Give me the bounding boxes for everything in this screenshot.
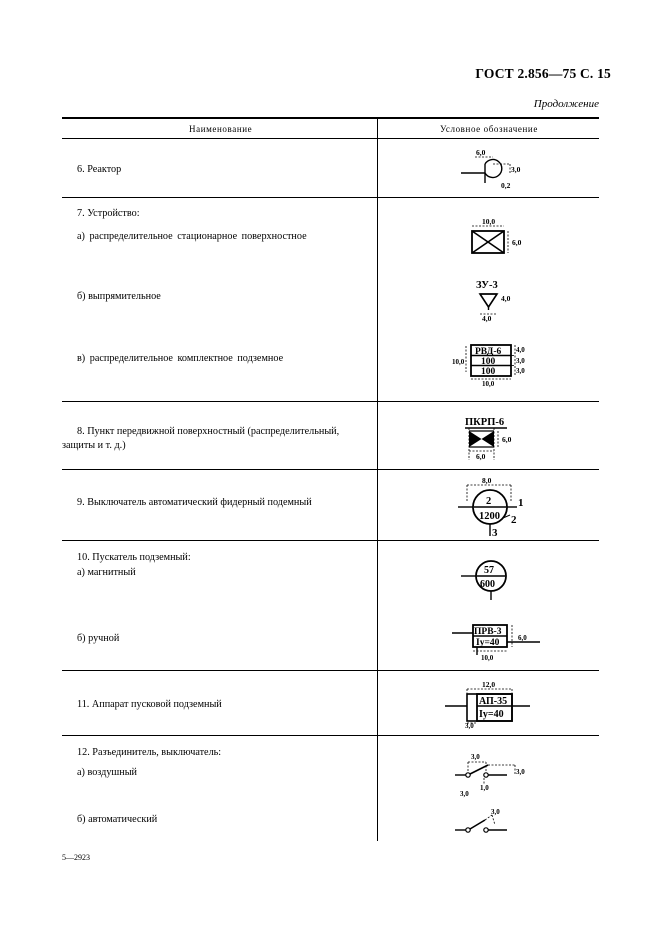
dist-stationary-dim-2: 6,0: [512, 238, 522, 247]
dist-complete-dim-r1: 4,0: [516, 346, 525, 354]
magnetic-starter-top: 57: [484, 565, 494, 576]
item-device: 7. Устройство:: [77, 208, 140, 219]
rectifier-dim-1: 4,0: [501, 294, 511, 303]
start-apparatus-label-2: Iу=40: [479, 709, 504, 720]
breaker-top-label: 2: [486, 496, 492, 507]
dist-complete-dim-r2: 3,0: [516, 357, 525, 365]
table-column-divider: [377, 117, 378, 841]
item-auto-switch: б) автоматический: [77, 814, 158, 825]
item-starter: 10. Пускатель подземный:: [77, 552, 191, 563]
item-dist-stationary: а) распределительное стационарное поверхностное: [77, 231, 307, 242]
breaker-dim: 8,0: [482, 476, 492, 485]
item-switch: 12. Разъединитель, выключатель:: [77, 747, 222, 758]
air-switch-dim-2: 3,0: [516, 768, 525, 776]
continuation-label: Продолжение: [533, 98, 599, 110]
print-code: 5—2923: [62, 853, 90, 862]
breaker-num-1: 1: [518, 497, 524, 509]
dist-complete-dim-bottom: 10,0: [482, 380, 495, 388]
row-divider: [62, 469, 599, 470]
breaker-bottom-label: 1200: [479, 511, 500, 522]
mobile-point-label: ПКРП-6: [465, 417, 505, 428]
air-switch-symbol: [455, 752, 545, 796]
item-start-apparatus: 11. Аппарат пусковой подземный: [77, 699, 222, 710]
rectifier-symbol: [470, 278, 530, 324]
item-air-switch: а) воздушный: [77, 767, 138, 778]
rectifier-label: ЗУ-3: [476, 280, 498, 291]
rectifier-dim-2: 4,0: [482, 314, 492, 323]
reactor-dim-1: 6,0: [476, 148, 486, 157]
mobile-point-symbol: [460, 414, 530, 462]
reactor-dim-3: 0,2: [501, 181, 511, 190]
start-apparatus-dim-1: 12,0: [482, 680, 496, 689]
row-divider: [62, 670, 599, 671]
auto-switch-symbol: [455, 806, 545, 840]
page-header-standard: ГОСТ 2.856—75 С. 15: [475, 66, 611, 81]
dist-stationary-dim-1: 10,0: [482, 217, 496, 226]
dist-stationary-symbol: [466, 214, 536, 262]
breaker-symbol: [455, 474, 535, 540]
manual-starter-label-1: ПРВ-3: [474, 627, 502, 637]
start-apparatus-label-1: АП-35: [479, 696, 508, 707]
row-divider: [62, 540, 599, 541]
start-apparatus-symbol: [445, 679, 535, 729]
row-divider: [62, 197, 599, 198]
row-divider: [62, 735, 599, 736]
item-breaker: 9. Выключатель автоматический фидерный подемный: [77, 497, 312, 508]
air-switch-dim-3: 1,0: [480, 784, 489, 792]
dist-complete-dim-left: 10,0: [452, 358, 465, 366]
start-apparatus-dim-2: 3,0: [465, 722, 474, 730]
dist-complete-symbol: [452, 342, 532, 388]
item-manual-starter: б) ручной: [77, 633, 120, 644]
dist-complete-label-1: РВД-6: [475, 347, 502, 357]
item-reactor: 6. Реактор: [77, 164, 122, 175]
table-header-rule: [62, 138, 599, 139]
auto-switch-dim: 3,0: [491, 808, 500, 816]
mobile-point-dim-2: 6,0: [476, 452, 486, 461]
item-mobile-point: 8. Пункт передвижной поверхностный (распределительный, защиты и т. д.): [62, 426, 340, 451]
dist-complete-label-2: 100: [481, 357, 496, 367]
air-switch-dim-1: 3,0: [471, 753, 480, 761]
manual-starter-dim-2: 10,0: [481, 654, 494, 662]
breaker-num-2: 2: [511, 514, 517, 526]
row-divider: [62, 401, 599, 402]
mobile-point-dim-1: 6,0: [502, 435, 512, 444]
manual-starter-symbol: [452, 620, 542, 664]
magnetic-starter-bottom: 600: [480, 579, 495, 590]
column-header-symbol: Условное обозначение: [440, 124, 538, 134]
breaker-num-3: 3: [492, 527, 498, 539]
item-magnetic-starter: а) магнитный: [77, 567, 136, 578]
magnetic-starter-symbol: [458, 556, 528, 602]
reactor-dim-2: 3,0: [511, 165, 521, 174]
manual-starter-label-2: Iу=40: [476, 638, 500, 648]
item-dist-complete: в) распределительное комплектное подземное: [77, 353, 284, 364]
reactor-symbol: [455, 144, 535, 192]
dist-complete-label-3: 100: [481, 367, 496, 377]
item-rectifier: б) выпрямительное: [77, 291, 161, 302]
manual-starter-dim-1: 6,0: [518, 634, 527, 642]
table-top-rule: [62, 117, 599, 119]
dist-complete-dim-r3: 3,0: [516, 367, 525, 375]
air-switch-dim-4: 3,0: [460, 790, 469, 798]
column-header-name: Наименование: [189, 124, 253, 134]
